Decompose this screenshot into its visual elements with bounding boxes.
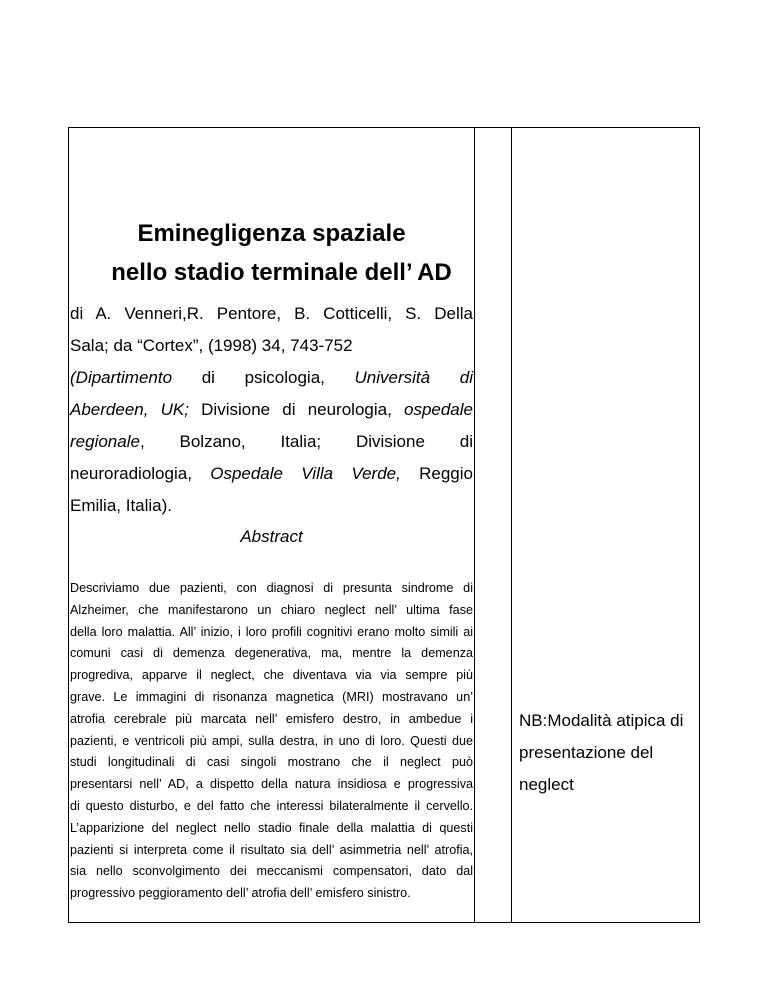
title-line-2: nello stadio terminale dell’ AD	[111, 259, 452, 286]
title-line-1: Eminegligenza spaziale	[137, 220, 406, 247]
byline-line: Emilia, Italia).	[70, 496, 173, 515]
side-note-line: presentazione del	[519, 743, 654, 762]
abstract-line: Descriviamo due pazienti, con diagnosi di presunta sindrome di	[70, 581, 473, 595]
abstract-line: grave. Le immagini di risonanza magnetica (MRI) mostravano un’	[70, 689, 473, 704]
byline-line: regionale, Bolzano, Italia; Divisione di	[70, 432, 473, 451]
document-title	[70, 214, 473, 292]
main-column	[70, 214, 473, 905]
side-note-line: NB:Modalità atipica di	[519, 711, 684, 730]
abstract-line: della loro malattia. All’ inizio, i loro profili cognitivi erano molto simili ai	[70, 624, 473, 639]
abstract-line: pazienti si interpreta come il risultato sia dell’ asimmetria nell’ atrofia,	[70, 842, 473, 857]
abstract-line: Alzheimer, che manifestarono un chiaro neglect nell’ ultima fase	[70, 602, 473, 617]
authors-affiliations	[70, 298, 473, 522]
byline-line: (Dipartimento di psicologia, Università di	[70, 368, 473, 387]
abstract-line: presentarsi nell’ AD, a dispetto della natura insidiosa e progressiva	[70, 777, 473, 792]
byline-line: neuroradiologia, Ospedale Villa Verde, Reggio	[70, 464, 473, 483]
column-divider-2	[511, 127, 512, 923]
abstract-body	[70, 578, 473, 905]
abstract-line: pazienti, e ventricoli più ampi, sulla destra, in uno di loro. Questi due	[70, 733, 473, 748]
byline-line: Sala; da “Cortex”, (1998) 34, 743-752	[70, 336, 353, 355]
abstract-line: progressivo peggioramento dell’ atrofia dell’ emisfero sinistro.	[70, 886, 411, 901]
abstract-line: sia nello sconvolgimento dei meccanismi compensatori, dato dal	[70, 864, 473, 879]
byline-line: di A. Venneri,R. Pentore, B. Cotticelli, S. Della	[70, 304, 473, 323]
side-note-line: neglect	[519, 775, 574, 794]
abstract-line: studi longitudinali di casi singoli mostrano che il neglect può	[70, 755, 473, 770]
abstract-line: L’apparizione del neglect nello stadio finale della malattia di questi	[70, 820, 473, 835]
abstract-line: progrediva, apparve il neglect, che diventava via via sempre più	[70, 668, 473, 683]
abstract-line: di questo disturbo, e del fatto che interessi bilateralmente il cervello.	[70, 798, 473, 813]
side-note	[519, 705, 699, 801]
byline-line: Aberdeen, UK; Divisione di neurologia, ospedale	[70, 400, 473, 419]
abstract-heading: Abstract	[240, 527, 303, 546]
abstract-line: atrofia cerebrale più marcata nell’ emisfero destro, in ambedue i	[70, 711, 473, 726]
abstract-line: comuni casi di demenza degenerativa, ma, mentre la demenza	[70, 646, 473, 661]
column-divider-1	[474, 127, 475, 923]
